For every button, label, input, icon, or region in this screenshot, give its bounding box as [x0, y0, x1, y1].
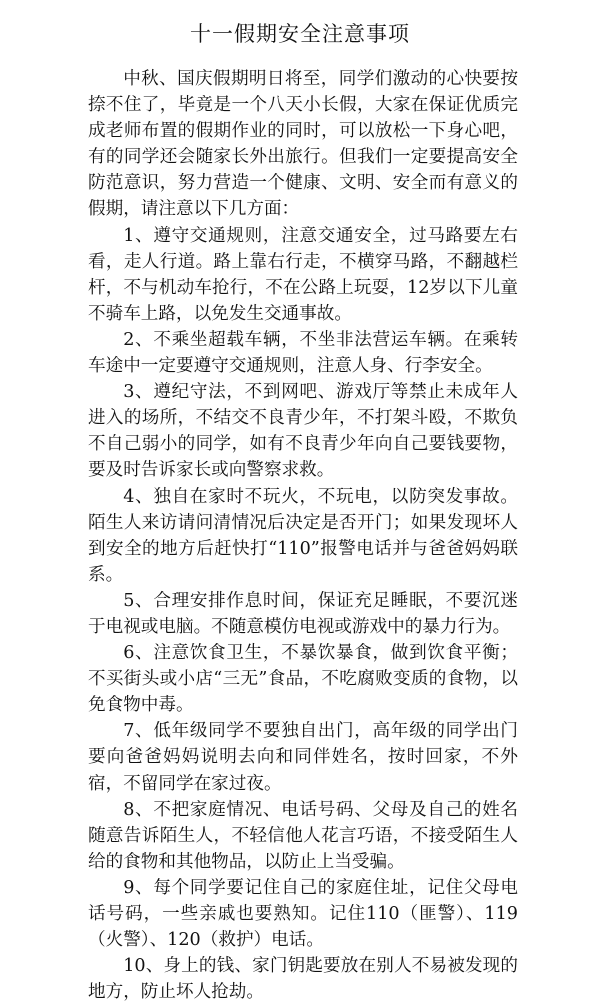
safety-item-1: 1、遵守交通规则，注意交通安全，过马路要左右看，走人行道。路上靠右行走，不横穿马路，不翻越栏杆，不与机动车抢行，不在公路上玩耍，12岁以下儿童不骑车上路，以免发生交通事故。 — [88, 225, 518, 324]
safety-item-8: 8、不把家庭情况、电话号码、父母及自己的姓名随意告诉陌生人，不轻信他人花言巧语，不接受陌生人给的食物和其他物品，以防止上当受骗。 — [88, 799, 518, 872]
safety-item-7: 7、低年级同学不要独自出门，高年级的同学出门要向爸爸妈妈说明去向和同伴姓名，按时回家，不外宿，不留同学在家过夜。 — [88, 721, 518, 794]
document-body — [88, 66, 518, 1005]
safety-item-2: 2、不乘坐超载车辆，不坐非法营运车辆。在乘转车途中一定要遵守交通规则，注意人身、行李安全。 — [88, 329, 518, 377]
safety-item-4: 4、独自在家时不玩火，不玩电，以防突发事故。陌生人来访请问清情况后决定是否开门；如果发现坏人到安全的地方后赶快打“110”报警电话并与爸爸妈妈联系。 — [88, 486, 518, 585]
safety-item-3: 3、遵纪守法，不到网吧、游戏厅等禁止未成年人进入的场所，不结交不良青少年，不打架斗殴，不欺负不自己弱小的同学，如有不良青少年向自己要钱要物，要及时告诉家长或向警察求救。 — [88, 382, 518, 481]
safety-item-5: 5、合理安排作息时间，保证充足睡眠，不要沉迷于电视或电脑。不随意模仿电视或游戏中的暴力行为。 — [88, 590, 518, 637]
document-title: 十一假期安全注意事项 — [190, 22, 410, 46]
intro-paragraph: 中秋、国庆假期明日将至，同学们激动的心快要按捺不住了，毕竟是一个八天小长假，大家在保证优质完成老师布置的假期作业的同时，可以放松一下身心吧，有的同学还会随家长外出旅行。但我们一定要提高安全防范意识，努力营造一个健康、文明、安全而有意义的假期，请注意以下几方面： — [88, 69, 518, 220]
safety-item-10: 10、身上的钱、家门钥匙要放在别人不易被发现的地方，防止坏人抢劫。 — [88, 956, 518, 1003]
safety-item-9: 9、每个同学要记住自己的家庭住址，记住父母电话号码，一些亲戚也要熟知。记住110（匪警）、119（火警）、120（救护）电话。 — [88, 877, 518, 951]
safety-item-6: 6、注意饮食卫生，不暴饮暴食，做到饮食平衡；不买街头或小店“三无”食品，不吃腐败变质的食物，以免食物中毒。 — [88, 643, 518, 716]
